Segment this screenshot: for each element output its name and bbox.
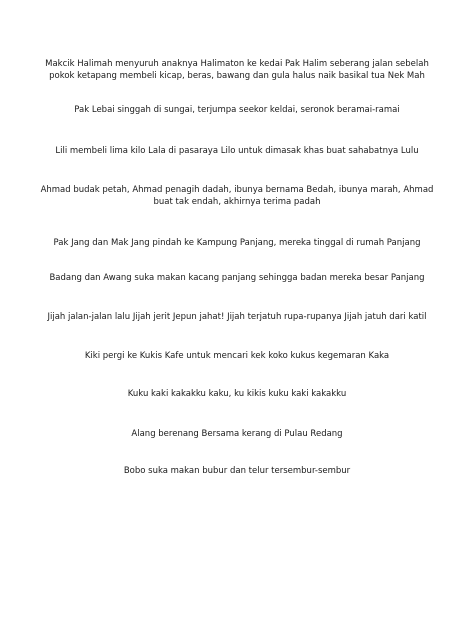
text-line-1: Makcik Halimah menyuruh anaknya Halimaton ke kedai Pak Halim seberang jalan sebelah pokok ketapang membeli kicap, beras, bawang dan gula halus naik basikal tua Nek Mah xyxy=(45,59,429,81)
text-line-4: Ahmad budak petah, Ahmad penagih dadah, ibunya bernama Bedah, ibunya marah, Ahmad buat tak endah, akhirnya terima padah xyxy=(40,185,434,207)
text-line-9: Kuku kaki kakakku kaku, ku kikis kuku kaki kakakku xyxy=(127,389,347,399)
text-line-5: Pak Jang dan Mak Jang pindah ke Kampung Panjang, mereka tinggal di rumah Panjang xyxy=(53,238,421,248)
text-line-8: Kiki pergi ke Kukis Kafe untuk mencari kek koko kukus kegemaran Kaka xyxy=(84,351,390,361)
text-line-10: Alang berenang Bersama kerang di Pulau Redang xyxy=(131,429,343,439)
text-line-3: Lili membeli lima kilo Lala di pasaraya Lilo untuk dimasak khas buat sahabatnya Lulu xyxy=(55,146,419,156)
text-line-2: Pak Lebai singgah di sungai, terjumpa seekor keldai, seronok beramai-ramai xyxy=(74,105,400,115)
text-line-7: Jijah jalan-jalan lalu Jijah jerit Jepun jahat! Jijah terjatuh rupa-rupanya Jijah jatuh dari katil xyxy=(47,312,427,322)
text-line-11: Bobo suka makan bubur dan telur tersembur-sembur xyxy=(123,466,351,476)
text-line-6: Badang dan Awang suka makan kacang panjang sehingga badan mereka besar Panjang xyxy=(49,273,425,283)
